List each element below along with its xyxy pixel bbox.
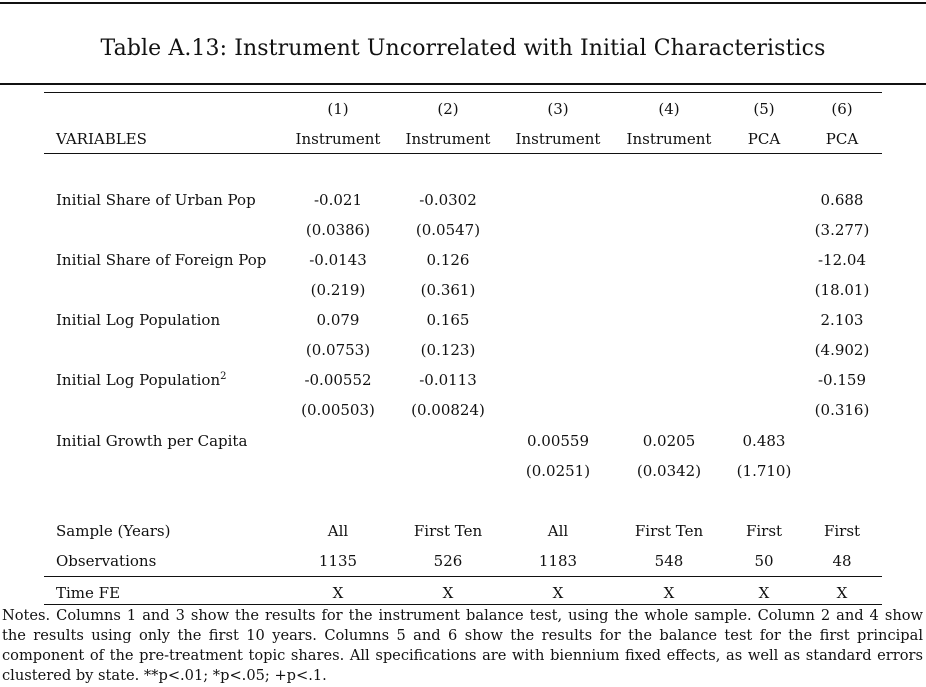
standard-error-cell: (3.277)	[814, 221, 870, 239]
table-title: Table A.13: Instrument Uncorrelated with Initial Characteristics	[100, 36, 826, 61]
standard-error-cell: (0.219)	[310, 281, 366, 299]
top-rule	[0, 2, 926, 4]
coefficient-cell: -12.04	[817, 251, 866, 269]
coefficient-cell: 0.165	[426, 311, 470, 329]
column-number-3: (3)	[547, 100, 569, 118]
footer-cell: X	[758, 584, 770, 602]
footer-row-label: Time FE	[56, 584, 121, 602]
standard-error-cell: (0.0386)	[305, 221, 371, 239]
coefficient-cell: 0.079	[316, 311, 360, 329]
column-number-4: (4)	[658, 100, 680, 118]
standard-error-cell: (0.0753)	[305, 341, 371, 359]
footer-cell: First	[823, 522, 861, 540]
column-label-6: PCA	[825, 130, 859, 148]
row-label	[56, 251, 266, 269]
footer-cell: X	[332, 584, 344, 602]
column-number-5: (5)	[753, 100, 775, 118]
standard-error-cell: (1.710)	[736, 462, 792, 480]
footer-cell: First Ten	[413, 522, 483, 540]
footer-cell: X	[552, 584, 564, 602]
footer-cell: 1183	[538, 552, 578, 570]
footer-cell: X	[836, 584, 848, 602]
row-label	[56, 371, 227, 389]
fe-rule	[44, 576, 882, 577]
footer-cell: 48	[832, 552, 852, 570]
coefficient-cell: -0.00552	[304, 371, 372, 389]
coefficient-cell: -0.0143	[309, 251, 367, 269]
footer-cell: X	[663, 584, 675, 602]
standard-error-cell: (0.00503)	[301, 401, 375, 419]
coefficient-cell: 2.103	[820, 311, 864, 329]
table-bottom-rule	[44, 604, 882, 605]
table-top-rule	[44, 92, 882, 93]
footer-row-label: Sample (Years)	[56, 522, 171, 540]
standard-error-cell: (0.0251)	[525, 462, 591, 480]
row-label-text: Initial Share of Urban Pop	[56, 191, 256, 209]
footer-row-label: Observations	[56, 552, 157, 570]
column-label-5: PCA	[747, 130, 781, 148]
standard-error-cell: (0.00824)	[411, 401, 485, 419]
footer-cell: All	[327, 522, 349, 540]
standard-error-cell: (0.0342)	[636, 462, 702, 480]
row-label	[56, 311, 220, 329]
column-label-3: Instrument	[515, 130, 601, 148]
variables-header: VARIABLES	[56, 130, 147, 148]
footer-cell: 548	[654, 552, 684, 570]
row-label	[56, 191, 256, 209]
header-rule	[44, 153, 882, 154]
standard-error-cell: (0.316)	[814, 401, 870, 419]
row-label-superscript: 2	[220, 371, 227, 382]
table-notes: Notes. Columns 1 and 3 show the results for the instrument balance test, using the whole sample. Column 2 and 4 show the results using only the first 10 years. Columns 5 and 6 show the results for the balance test for the first principal component of the pre-treatment topic shares. All specifications are with biennium fixed effects, as well as standard errors clustered by state. **p<.01; *p<.05; +p<.1.	[2, 607, 923, 684]
footer-cell: 1135	[318, 552, 358, 570]
column-number-1: (1)	[327, 100, 349, 118]
column-label-4: Instrument	[626, 130, 712, 148]
footer-cell: 526	[433, 552, 463, 570]
column-number-2: (2)	[437, 100, 459, 118]
footer-cell: All	[547, 522, 569, 540]
row-label-text: Initial Growth per Capita	[56, 432, 248, 450]
column-label-2: Instrument	[405, 130, 491, 148]
footer-cell: 50	[754, 552, 774, 570]
row-label-text: Initial Log Population	[56, 311, 221, 329]
column-number-6: (6)	[831, 100, 853, 118]
standard-error-cell: (18.01)	[814, 281, 870, 299]
coefficient-cell: -0.0113	[419, 371, 477, 389]
coefficient-cell: -0.021	[313, 191, 362, 209]
row-label-text: Initial Share of Foreign Pop	[56, 251, 267, 269]
coefficient-cell: -0.0302	[419, 191, 477, 209]
footer-cell: X	[442, 584, 454, 602]
coefficient-cell: 0.483	[742, 432, 786, 450]
column-label-1: Instrument	[295, 130, 381, 148]
coefficient-cell: 0.688	[820, 191, 864, 209]
footer-cell: First Ten	[634, 522, 704, 540]
coefficient-cell: 0.00559	[526, 432, 590, 450]
title-rule	[0, 83, 926, 85]
standard-error-cell: (0.0547)	[415, 221, 481, 239]
row-label-text: Initial Log Population	[56, 371, 221, 389]
coefficient-cell: 0.0205	[642, 432, 696, 450]
coefficient-cell: -0.159	[817, 371, 866, 389]
standard-error-cell: (0.123)	[420, 341, 476, 359]
coefficient-cell: 0.126	[426, 251, 470, 269]
footer-cell: First	[745, 522, 783, 540]
row-label	[56, 432, 247, 450]
standard-error-cell: (4.902)	[814, 341, 870, 359]
standard-error-cell: (0.361)	[420, 281, 476, 299]
